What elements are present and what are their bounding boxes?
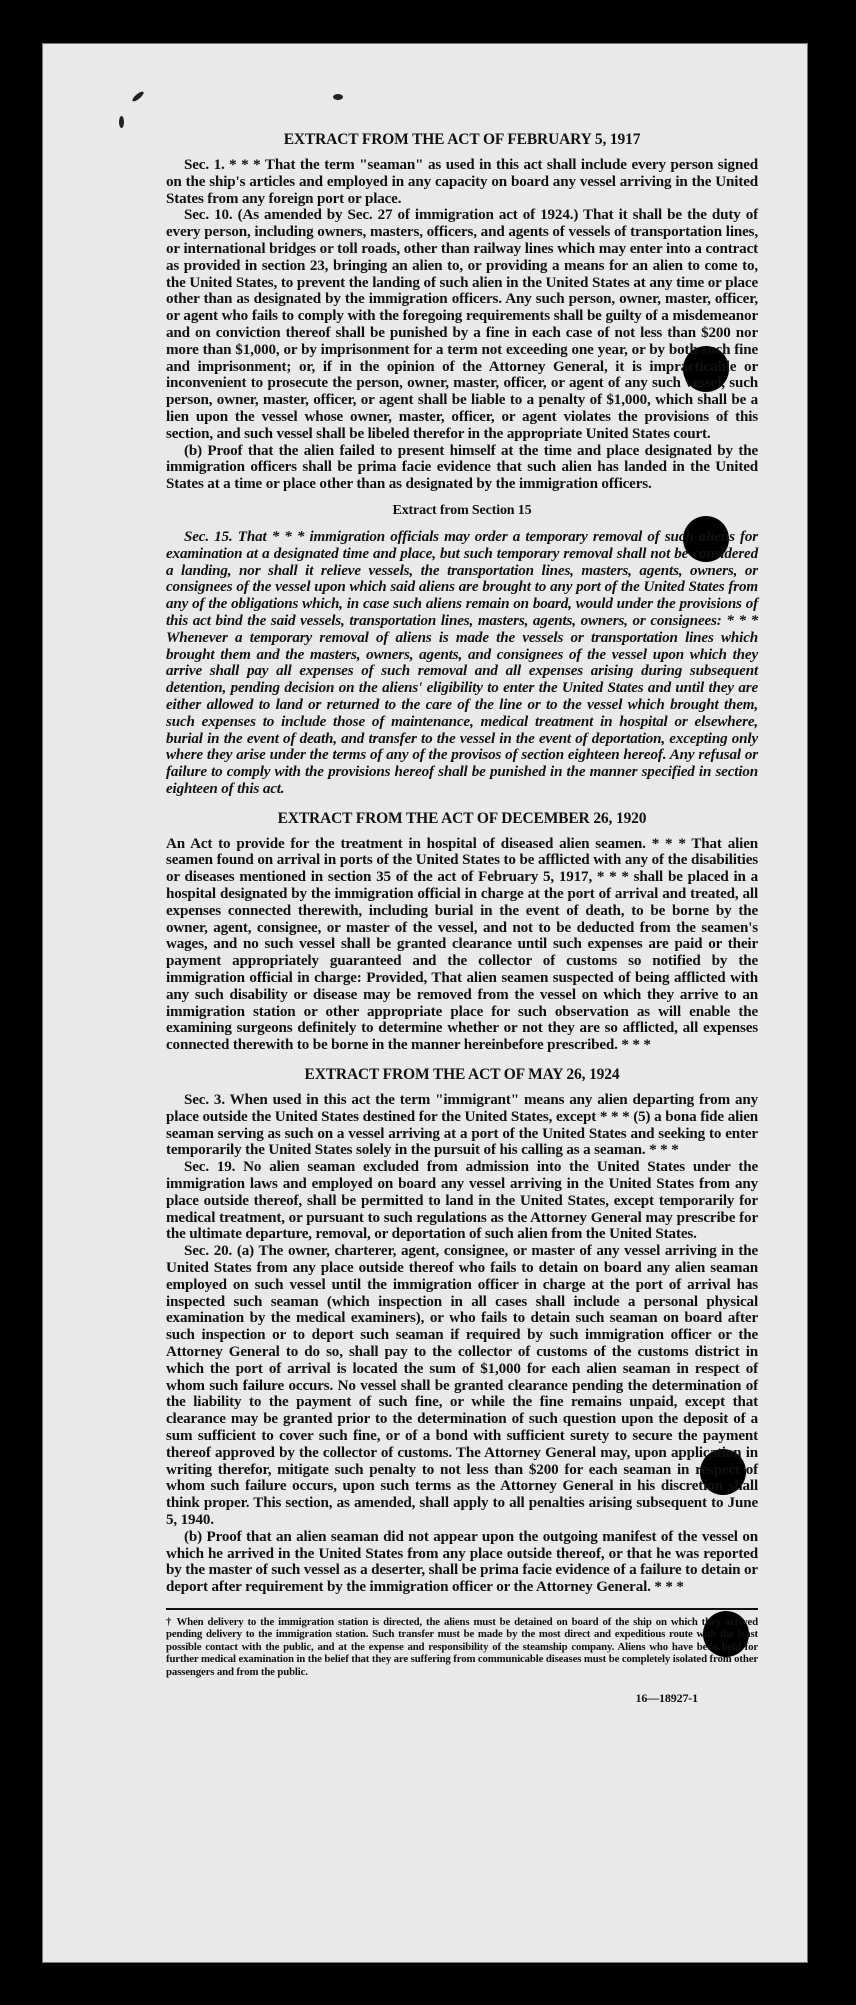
paragraph-sec-3: Sec. 3. When used in this act the term "immigrant" means any alien departing from any place outside the United States destined for the United States, except * * * (5) a bona fide alien seaman serving as such on a vessel arriving at a port of the United States and seeking to enter temporarily the United States solely in the pursuit of his calling as a seaman. * * *: [166, 1092, 758, 1159]
paragraph-sec-10-b: (b) Proof that the alien failed to present himself at the time and place designated by the immigration officers shall be prima facie evidence that such alien has landed in the United States at a time or place other than as designated by the immigration officers.: [166, 442, 758, 493]
document-body: [166, 129, 758, 1707]
footnote: † When delivery to the immigration station is directed, the aliens must be detained on board of the ship on which they arrived pending delivery to the immigration station. Such transfer must be made by the most direct and expeditious route with the least possible contact with the public, and at the expense and responsibility of the steamship company. Aliens who have been held for further medical examination in the belief that they are suffering from communicable diseases must be completely isolated from other passengers and from the public.: [166, 1615, 758, 1678]
paragraph-act-1920: An Act to provide for the treatment in hospital of diseased alien seamen. * * * That alien seamen found on arrival in ports of the United States to be afflicted with any of the disabilities or diseases mentioned in section 35 of the act of February 5, 1917, * * * shall be placed in a hospital designated by the immigration official in charge at the port of arrival and treated, all expenses connected therewith, including burial in the event of death, to be borne by the owner, agent, consignee, or master of the vessel, and not to be deducted from the seamen's wages, and no such vessel shall be granted clearance until such expenses are paid or their payment appropriately guaranteed and the collector of customs so notified by the immigration official in charge: Provided, That alien seamen suspected of being afflicted with any such disability or disease may be removed from the vessel on which they arrive to an immigration station or other appropriate place for such observation as will enable the examining surgeons definitely to determine whether or not they are so afflicted, all expenses connected therewith to be borne in the manner hereinbefore prescribed. * * *: [166, 835, 758, 1054]
ink-mark: [131, 90, 145, 103]
paragraph-sec-10: Sec. 10. (As amended by Sec. 27 of immigration act of 1924.) That it shall be the duty of every person, including owners, masters, officers, and agents of vessels of transportation lines, or international bridges or toll roads, other than railway lines which may enter into a contract as provided in section 23, bringing an alien to, or providing a means for an alien to come to, the United States, to prevent the landing of such alien in the United States at any time or place other than as designated by the immigration officers. Any such person, owner, master, officer, or agent who fails to comply with the foregoing requirements shall be guilty of a misdemeanor and on conviction thereof shall be punished by a fine in each case of not less than $200 nor more than $1,000, or by imprisonment for a term not exceeding one year, or by both such fine and imprisonment; or, if in the opinion of the Attorney General, it is impracticable or inconvenient to prosecute the person, owner, master, officer, or agent of any such vessel, such person, owner, master, officer, or agent shall be liable to a penalty of $1,000, which shall be a lien upon the vessel whose owner, master, officer, or agent violates the provisions of this section, and such vessel shall be libeled therefor in the appropriate United States court.: [166, 207, 758, 442]
paragraph-sec-15: Sec. 15. That * * * immigration officials may order a temporary removal of such aliens for examination at a designated time and place, but such temporary removal shall not be considered a landing, nor shall it relieve vessels, the transportation lines, masters, agents, owners, or consignees of the vessel upon which said aliens are brought to any port of the United States from any of the obligations which, in case such aliens remain on board, would under the provisions of this act bind the said vessels, transportation lines, masters, agents, owners, or consignees: * * * Whenever a temporary removal of aliens is made the vessels or transportation lines which brought them and the masters, owners, agents, and consignees of the vessel upon which they arrive shall pay all expenses of such removal and all expenses arising during subsequent detention, pending decision on the aliens' eligibility to enter the United States and until they are either allowed to land or returned to the care of the line or to the vessel which brought them, such expenses to include those of maintenance, medical treatment in hospital or elsewhere, burial in the event of death, and transfer to the vessel in the event of deportation, excepting only where they arise under the terms of any of the provisos of section eighteen hereof. Any refusal or failure to comply with the provisions hereof shall be punished in the manner specified in section eighteen of this act.: [166, 528, 758, 797]
section-heading-1924: EXTRACT FROM THE ACT OF MAY 26, 1924: [304, 1066, 620, 1084]
form-number: 16—18927-1: [635, 1690, 698, 1705]
section-heading-1917: EXTRACT FROM THE ACT OF FEBRUARY 5, 1917: [283, 131, 641, 148]
ink-mark: [119, 116, 124, 128]
ink-mark: [333, 94, 343, 100]
paragraph-sec-1: Sec. 1. * * * That the term "seaman" as used in this act shall include every person signed on the ship's articles and employed in any capacity on board any vessel arriving in the United States from any foreign port or place.: [166, 157, 758, 207]
section-heading-1920: EXTRACT FROM THE ACT OF DECEMBER 26, 1920: [277, 809, 647, 827]
paragraph-sec-20-a: Sec. 20. (a) The owner, charterer, agent, consignee, or master of any vessel arriving in the United States from any place outside thereof who fails to detain on board any alien seaman employed on such vessel until the immigration officer in charge at the port of arrival has inspected such seaman (which inspection in all cases shall include a personal physical examination by the medical examiners), or who fails to detain such seaman on board after such inspection or to deport such seaman if required by such immigration officer or the Attorney General to do so, shall pay to the collector of customs of the customs district in which the port of arrival is located the sum of $1,000 for each alien seaman in respect of whom such failure occurs. No vessel shall be granted clearance pending the determination of the liability to the payment of such fine, or while the fine remains unpaid, except that clearance may be granted prior to the determination of such question upon the deposit of a sum sufficient to cover such fine, or of a bond with sufficient surety to secure the payment thereof approved by the collector of customs. The Attorney General may, upon application in writing therefor, mitigate such penalty to not less than $200 for each seaman in respect of whom such failure occurs, upon such terms as the Attorney General in his discretion shall think proper. This section, as amended, shall apply to all penalties arising subsequent to June 5, 1940.: [166, 1243, 758, 1528]
paragraph-sec-20-b: (b) Proof that an alien seaman did not appear upon the outgoing manifest of the vessel on which he arrived in the United States from any place outside thereof, or that he was reported by the master of such vessel as a deserter, shall be prima facie evidence of a failure to detain or deport after requirement by the immigration officer or the Attorney General. * * *: [166, 1528, 758, 1596]
footnote-divider: [166, 1608, 758, 1610]
paragraph-sec-19: Sec. 19. No alien seaman excluded from admission into the United States under the immigration laws and employed on board any vessel arriving in the United States from any place outside thereof, shall be permitted to land in the United States, except temporarily for medical treatment, or pursuant to such regulations as the Attorney General may prescribe for the ultimate departure, removal, or deportation of such alien from the United States.: [166, 1159, 758, 1243]
section-subheading-15: Extract from Section 15: [392, 502, 532, 518]
